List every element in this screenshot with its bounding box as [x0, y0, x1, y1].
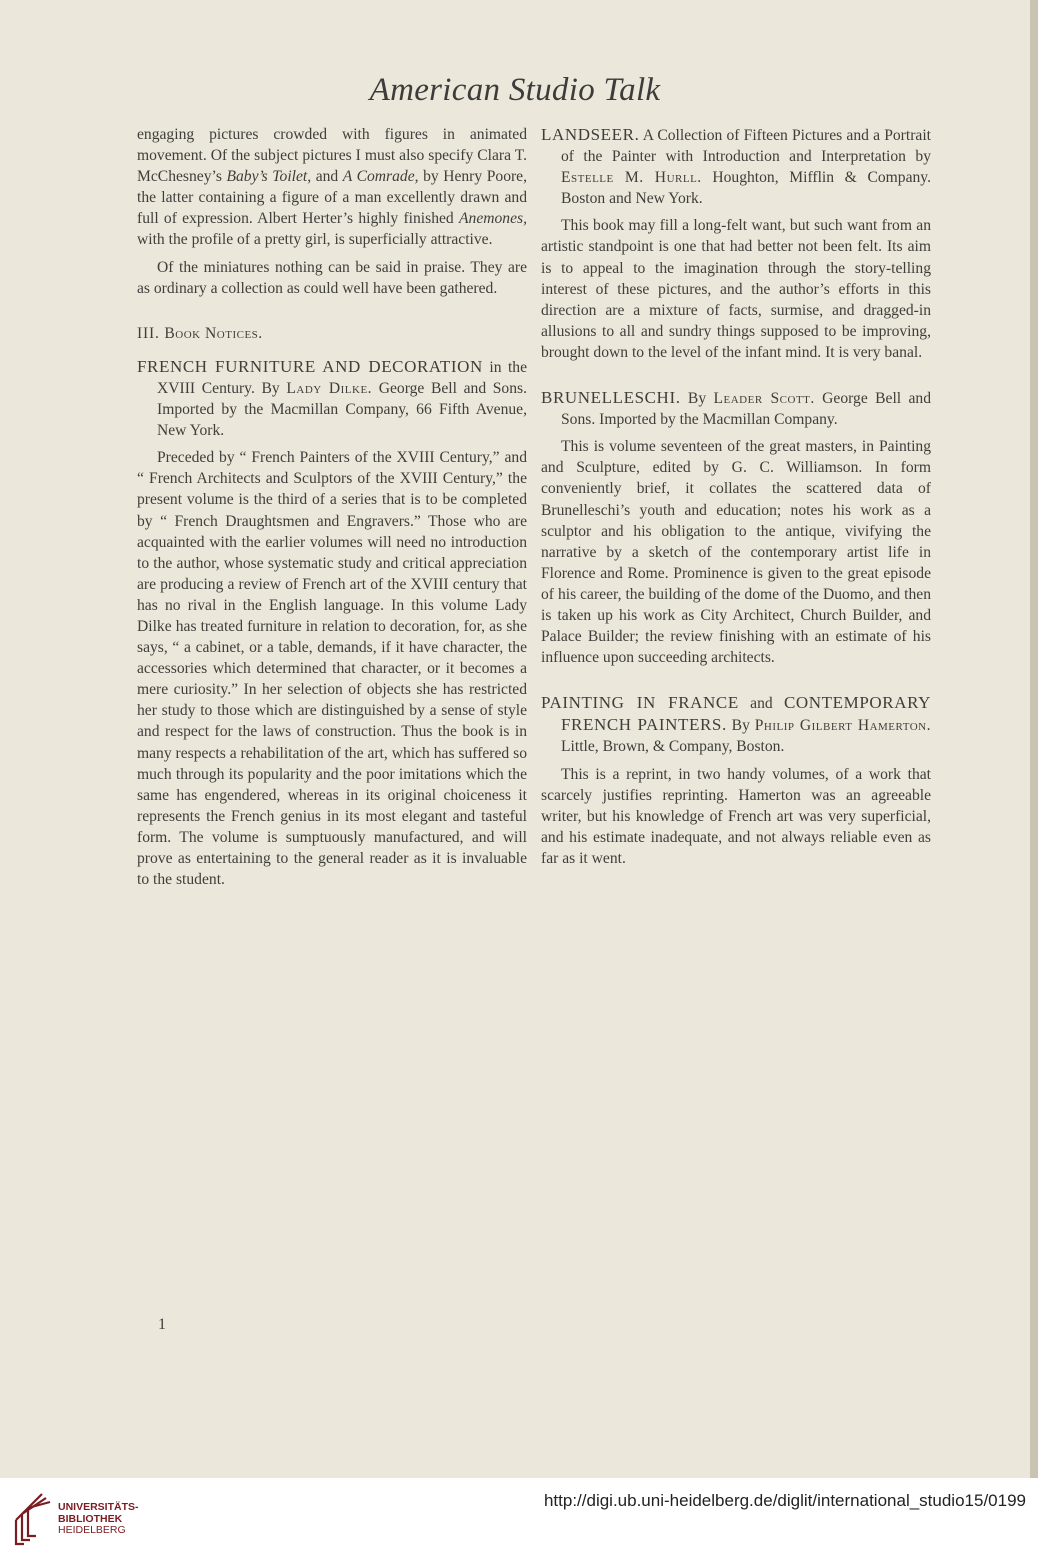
book-publisher: George Bell and Sons. Imported by the Macmillan Company, 66 Fifth Avenue, New York.: [157, 379, 527, 440]
section-heading: [137, 323, 527, 344]
book-publisher: Houghton, Mifflin & Company. Boston and New York.: [561, 169, 931, 208]
text-run: A Collection of Fifteen Pictures and a Portrait of the Painter with Introduction and Interpretation by: [561, 127, 931, 166]
page-number: 1: [158, 1316, 166, 1333]
book-entry-landseer: [541, 124, 931, 209]
review-painting-in-france: This is a reprint, in two handy volumes, of a work that scarcely justifies reprinting. Hamerton was an agreeable writer, but his knowledge of French art was very superficial, and his estimate inadequate, and not always reliable even as far as it went.: [541, 765, 931, 867]
book-publisher: George Bell and Sons. Imported by the Macmillan Company.: [561, 390, 931, 429]
review-brunelleschi: This is volume seventeen of the great masters, in Painting and Sculpture, edited by G. C. Williamson. In form conveniently brief, it collates the scattered data of Brunelleschi’s youth and education; notes his work as a sculptor and his obligation to the antique, vivifying the narrative by a sketch of the contemporary artist life in Florence and Rome. Prominence is given to the great episode of his career, the building of the dome of the Duomo, and then is taken up his work as City Architect, Church Builder, and Palace Builder; the review finishing with an estimate of his influence upon succeeding architects.: [541, 438, 931, 667]
book-title: CONTEMPORARY FRENCH PAINTERS.: [561, 693, 931, 735]
running-head: American Studio Talk: [369, 72, 661, 108]
text-run: By: [726, 717, 755, 735]
text-run: in the XVIII Century. By: [157, 358, 527, 397]
book-author: Leader Scott.: [713, 390, 815, 408]
book-author: Philip Gilbert Hamerton.: [754, 717, 932, 735]
library-name: [58, 1502, 139, 1537]
source-url-link[interactable]: http://digi.ub.uni-heidelberg.de/diglit/international_studio15/0199: [543, 1491, 1026, 1510]
library-name-line: BIBLIOTHEK: [58, 1512, 123, 1525]
left-column: [137, 124, 527, 890]
page-edge: [1030, 0, 1038, 1478]
book-author: Estelle M. Hurll.: [561, 169, 702, 187]
library-name-line: HEIDELBERG: [58, 1524, 126, 1536]
text-run: engaging pictures crowded with figures in animated movement. Of the subject pictures I must also specify Clara T. McChesney’s: [137, 126, 527, 186]
review-landseer: This book may fill a long-felt want, but such want from an artistic standpoint is one that had better not been felt. Its aim is to appeal to the imagination through the story-telling interest of these pictures, and the author’s efforts in this direction are a mixture of facts, surmise, and dragged-in allusions to all and sundry things supposed to be improving, brought down to the level of the infant mind. It is very banal.: [541, 217, 931, 361]
right-column: [541, 124, 931, 869]
book-title: BRUNELLESCHI.: [541, 388, 681, 408]
book-title: LANDSEER.: [541, 125, 640, 144]
book-author: Lady Dilke.: [286, 379, 373, 397]
section-title: Book Notices.: [164, 324, 263, 342]
library-logo-icon: [12, 1490, 52, 1548]
book-entry-painting-in-france: [541, 692, 931, 757]
book-title: FRENCH FURNITURE AND DECORATION: [137, 356, 483, 376]
text-run: and: [738, 695, 784, 713]
work-title: Baby’s Toilet,: [226, 168, 312, 186]
work-title: A Comrade,: [342, 168, 419, 186]
book-entry-brunelleschi: [541, 387, 931, 430]
footer-bar: [0, 1478, 1038, 1559]
text-run: and: [311, 168, 343, 186]
paragraph-exhibition: [137, 124, 527, 251]
book-title: PAINTING IN FRANCE: [541, 693, 739, 713]
text-run: by Henry Poore, the latter containing a figure of a man excellently drawn and full of expression. Albert Herter’s highly finished: [137, 168, 528, 228]
work-title: Anemones,: [459, 210, 527, 228]
text-run: By: [680, 390, 714, 408]
library-name-line: UNIVERSITÄTS-: [58, 1501, 139, 1513]
review-french-furniture: Preceded by “ French Painters of the XVIII Century,” and “ French Architects and Sculptors of the XVIII Century,” the present volume is the third of a series that is to be completed by “ French Draughtsmen and Engravers.” Those who are acquainted with the earlier volumes will need no introduction to the author, whose systematic study and critical appreciation are producing a review of French art of the XVIII century that has no rival in the English language. In this volume Lady Dilke has treated furniture in relation to decoration, for, as she says, “ a cabinet, or a table, demands, if it have character, the accessories which determined that character, or it becomes a mere curiosity.” In her selection of objects she has restricted her study to those which are distinguished by a sense of style and respect for the laws of construction. Thus the book is in many respects a rehabilitation of the art, which has suffered so much through its popularity and the poor imitations which the same has engendered, whereas in its original choiceness it represents the French genius in its most elegant and tasteful form. The volume is sumptuously manufactured, and will prove as entertaining to the general reader as it is invaluable to the student.: [137, 449, 527, 889]
book-publisher: Little, Brown, & Company, Boston.: [561, 738, 785, 756]
paragraph-miniatures: Of the miniatures nothing can be said in praise. They are as ordinary a collection as could well have been gathered.: [137, 258, 527, 297]
book-entry-french-furniture: [137, 356, 527, 441]
section-number: III.: [137, 324, 165, 342]
text-run: with the profile of a pretty girl, is superficially attractive.: [137, 231, 493, 249]
